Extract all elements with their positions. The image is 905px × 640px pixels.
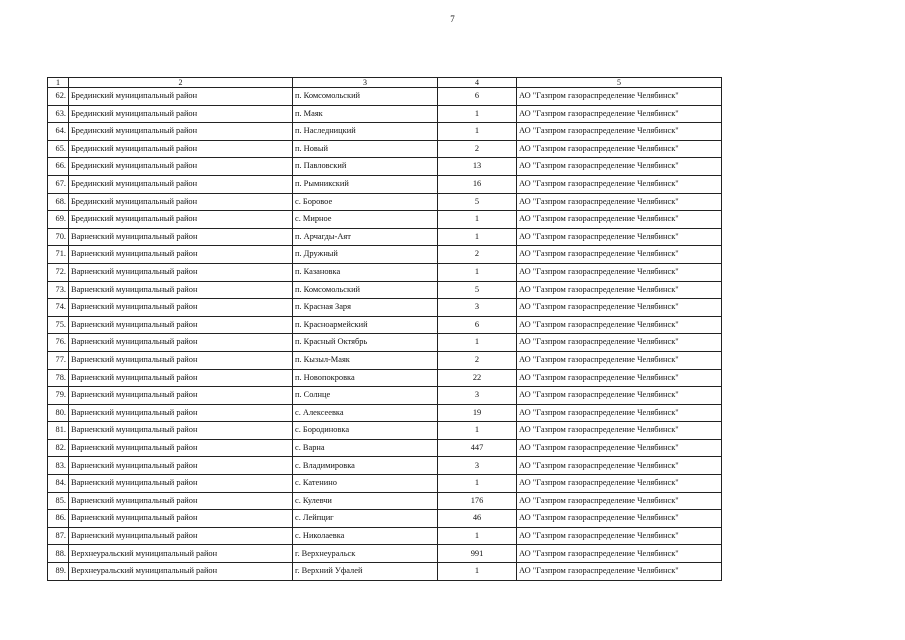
row-number-cell: 66. — [48, 158, 69, 176]
district-cell: Варненский муниципальный район — [69, 492, 293, 510]
organization-cell: АО "Газпром газораспределение Челябинск" — [517, 510, 722, 528]
organization-cell: АО "Газпром газораспределение Челябинск" — [517, 387, 722, 405]
organization-cell: АО "Газпром газораспределение Челябинск" — [517, 175, 722, 193]
row-number-cell: 87. — [48, 527, 69, 545]
organization-cell: АО "Газпром газораспределение Челябинск" — [517, 123, 722, 141]
table-row — [48, 281, 722, 299]
settlement-cell: п. Новый — [293, 140, 438, 158]
table-row — [48, 140, 722, 158]
district-cell: Брединский муниципальный район — [69, 88, 293, 106]
count-cell: 5 — [438, 193, 517, 211]
district-cell: Варненский муниципальный район — [69, 422, 293, 440]
count-cell: 1 — [438, 475, 517, 493]
header-cell-2: 2 — [69, 78, 293, 88]
district-cell: Варненский муниципальный район — [69, 228, 293, 246]
district-cell: Брединский муниципальный район — [69, 105, 293, 123]
organization-cell: АО "Газпром газораспределение Челябинск" — [517, 281, 722, 299]
row-number-cell: 89. — [48, 563, 69, 581]
organization-cell: АО "Газпром газораспределение Челябинск" — [517, 563, 722, 581]
table-row — [48, 158, 722, 176]
district-cell: Варненский муниципальный район — [69, 439, 293, 457]
district-cell: Брединский муниципальный район — [69, 193, 293, 211]
district-cell: Варненский муниципальный район — [69, 457, 293, 475]
organization-cell: АО "Газпром газораспределение Челябинск" — [517, 492, 722, 510]
table-row — [48, 316, 722, 334]
count-cell: 5 — [438, 281, 517, 299]
row-number-cell: 76. — [48, 334, 69, 352]
organization-cell: АО "Газпром газораспределение Челябинск" — [517, 475, 722, 493]
row-number-cell: 80. — [48, 404, 69, 422]
district-cell: Брединский муниципальный район — [69, 175, 293, 193]
settlement-cell: п. Комсомольский — [293, 281, 438, 299]
settlement-cell: г. Верхнеуральск — [293, 545, 438, 563]
organization-cell: АО "Газпром газораспределение Челябинск" — [517, 211, 722, 229]
district-cell: Варненский муниципальный район — [69, 263, 293, 281]
settlement-cell: с. Владимировка — [293, 457, 438, 475]
table-row — [48, 457, 722, 475]
count-cell: 3 — [438, 457, 517, 475]
organization-cell: АО "Газпром газораспределение Челябинск" — [517, 545, 722, 563]
district-cell: Варненский муниципальный район — [69, 510, 293, 528]
table-row — [48, 527, 722, 545]
table-row — [48, 475, 722, 493]
count-cell: 2 — [438, 246, 517, 264]
organization-cell: АО "Газпром газораспределение Челябинск" — [517, 246, 722, 264]
table-row — [48, 545, 722, 563]
row-number-cell: 74. — [48, 299, 69, 317]
settlement-cell: с. Катенино — [293, 475, 438, 493]
header-cell-3: 3 — [293, 78, 438, 88]
count-cell: 1 — [438, 105, 517, 123]
count-cell: 6 — [438, 88, 517, 106]
row-number-cell: 85. — [48, 492, 69, 510]
district-cell: Варненский муниципальный район — [69, 527, 293, 545]
organization-cell: АО "Газпром газораспределение Челябинск" — [517, 457, 722, 475]
table-row — [48, 351, 722, 369]
organization-cell: АО "Газпром газораспределение Челябинск" — [517, 228, 722, 246]
organization-cell: АО "Газпром газораспределение Челябинск" — [517, 140, 722, 158]
row-number-cell: 78. — [48, 369, 69, 387]
district-cell: Варненский муниципальный район — [69, 475, 293, 493]
district-cell: Варненский муниципальный район — [69, 334, 293, 352]
count-cell: 1 — [438, 563, 517, 581]
organization-cell: АО "Газпром газораспределение Челябинск" — [517, 105, 722, 123]
table-row — [48, 299, 722, 317]
row-number-cell: 84. — [48, 475, 69, 493]
row-number-cell: 67. — [48, 175, 69, 193]
table-row — [48, 123, 722, 141]
table-row — [48, 404, 722, 422]
row-number-cell: 65. — [48, 140, 69, 158]
page-number: 7 — [450, 14, 455, 24]
table-header-row — [48, 78, 722, 88]
count-cell: 19 — [438, 404, 517, 422]
settlement-cell: п. Рымникский — [293, 175, 438, 193]
table-row — [48, 369, 722, 387]
row-number-cell: 88. — [48, 545, 69, 563]
district-cell: Верхнеуральский муниципальный район — [69, 563, 293, 581]
district-cell: Варненский муниципальный район — [69, 404, 293, 422]
settlement-cell: с. Боровое — [293, 193, 438, 211]
row-number-cell: 75. — [48, 316, 69, 334]
table-row — [48, 105, 722, 123]
district-cell: Варненский муниципальный район — [69, 281, 293, 299]
settlement-cell: п. Павловский — [293, 158, 438, 176]
district-cell: Варненский муниципальный район — [69, 351, 293, 369]
settlement-cell: с. Мирное — [293, 211, 438, 229]
organization-cell: АО "Газпром газораспределение Челябинск" — [517, 369, 722, 387]
count-cell: 6 — [438, 316, 517, 334]
count-cell: 176 — [438, 492, 517, 510]
settlement-cell: с. Николаевка — [293, 527, 438, 545]
district-cell: Варненский муниципальный район — [69, 369, 293, 387]
settlement-cell: п. Арчагды-Аят — [293, 228, 438, 246]
organization-cell: АО "Газпром газораспределение Челябинск" — [517, 404, 722, 422]
row-number-cell: 62. — [48, 88, 69, 106]
district-cell: Брединский муниципальный район — [69, 123, 293, 141]
row-number-cell: 77. — [48, 351, 69, 369]
row-number-cell: 70. — [48, 228, 69, 246]
district-cell: Варненский муниципальный район — [69, 387, 293, 405]
table-row — [48, 334, 722, 352]
table-row — [48, 193, 722, 211]
settlement-cell: с. Бородиновка — [293, 422, 438, 440]
count-cell: 1 — [438, 422, 517, 440]
row-number-cell: 79. — [48, 387, 69, 405]
settlement-cell: с. Лейпциг — [293, 510, 438, 528]
organization-cell: АО "Газпром газораспределение Челябинск" — [517, 351, 722, 369]
row-number-cell: 71. — [48, 246, 69, 264]
row-number-cell: 82. — [48, 439, 69, 457]
table-row — [48, 492, 722, 510]
table-row — [48, 510, 722, 528]
row-number-cell: 86. — [48, 510, 69, 528]
district-cell: Варненский муниципальный район — [69, 246, 293, 264]
header-cell-1: 1 — [48, 78, 69, 88]
header-cell-4: 4 — [438, 78, 517, 88]
organization-cell: АО "Газпром газораспределение Челябинск" — [517, 263, 722, 281]
district-cell: Варненский муниципальный район — [69, 316, 293, 334]
count-cell: 2 — [438, 140, 517, 158]
count-cell: 22 — [438, 369, 517, 387]
count-cell: 1 — [438, 228, 517, 246]
settlement-cell: п. Маяк — [293, 105, 438, 123]
settlement-cell: п. Новопокровка — [293, 369, 438, 387]
organization-cell: АО "Газпром газораспределение Челябинск" — [517, 527, 722, 545]
count-cell: 991 — [438, 545, 517, 563]
table-row — [48, 175, 722, 193]
table-row — [48, 88, 722, 106]
count-cell: 1 — [438, 527, 517, 545]
count-cell: 1 — [438, 334, 517, 352]
header-cell-5: 5 — [517, 78, 722, 88]
count-cell: 16 — [438, 175, 517, 193]
count-cell: 447 — [438, 439, 517, 457]
count-cell: 13 — [438, 158, 517, 176]
count-cell: 1 — [438, 263, 517, 281]
settlement-cell: п. Солнце — [293, 387, 438, 405]
organization-cell: АО "Газпром газораспределение Челябинск" — [517, 88, 722, 106]
settlement-cell: п. Комсомольский — [293, 88, 438, 106]
count-cell: 1 — [438, 123, 517, 141]
count-cell: 1 — [438, 211, 517, 229]
organization-cell: АО "Газпром газораспределение Челябинск" — [517, 316, 722, 334]
table-row — [48, 422, 722, 440]
settlement-cell: п. Казановка — [293, 263, 438, 281]
table-row — [48, 439, 722, 457]
row-number-cell: 81. — [48, 422, 69, 440]
gas-supply-table — [47, 77, 722, 581]
table-row — [48, 228, 722, 246]
organization-cell: АО "Газпром газораспределение Челябинск" — [517, 334, 722, 352]
district-cell: Брединский муниципальный район — [69, 158, 293, 176]
organization-cell: АО "Газпром газораспределение Челябинск" — [517, 299, 722, 317]
settlement-cell: г. Верхний Уфалей — [293, 563, 438, 581]
settlement-cell: с. Варна — [293, 439, 438, 457]
settlement-cell: с. Кулевчи — [293, 492, 438, 510]
organization-cell: АО "Газпром газораспределение Челябинск" — [517, 193, 722, 211]
organization-cell: АО "Газпром газораспределение Челябинск" — [517, 439, 722, 457]
table-row — [48, 246, 722, 264]
count-cell: 46 — [438, 510, 517, 528]
organization-cell: АО "Газпром газораспределение Челябинск" — [517, 158, 722, 176]
settlement-cell: с. Алексеевка — [293, 404, 438, 422]
settlement-cell: п. Красноармейский — [293, 316, 438, 334]
row-number-cell: 69. — [48, 211, 69, 229]
district-cell: Брединский муниципальный район — [69, 211, 293, 229]
settlement-cell: п. Красная Заря — [293, 299, 438, 317]
settlement-cell: п. Красный Октябрь — [293, 334, 438, 352]
count-cell: 3 — [438, 387, 517, 405]
district-cell: Верхнеуральский муниципальный район — [69, 545, 293, 563]
organization-cell: АО "Газпром газораспределение Челябинск" — [517, 422, 722, 440]
table-row — [48, 263, 722, 281]
count-cell: 3 — [438, 299, 517, 317]
table-row — [48, 387, 722, 405]
district-cell: Варненский муниципальный район — [69, 299, 293, 317]
settlement-cell: п. Дружный — [293, 246, 438, 264]
row-number-cell: 72. — [48, 263, 69, 281]
row-number-cell: 63. — [48, 105, 69, 123]
settlement-cell: п. Кызыл-Маяк — [293, 351, 438, 369]
table-row — [48, 563, 722, 581]
row-number-cell: 64. — [48, 123, 69, 141]
row-number-cell: 68. — [48, 193, 69, 211]
settlement-cell: п. Наследницкий — [293, 123, 438, 141]
row-number-cell: 83. — [48, 457, 69, 475]
row-number-cell: 73. — [48, 281, 69, 299]
district-cell: Брединский муниципальный район — [69, 140, 293, 158]
table-row — [48, 211, 722, 229]
count-cell: 2 — [438, 351, 517, 369]
